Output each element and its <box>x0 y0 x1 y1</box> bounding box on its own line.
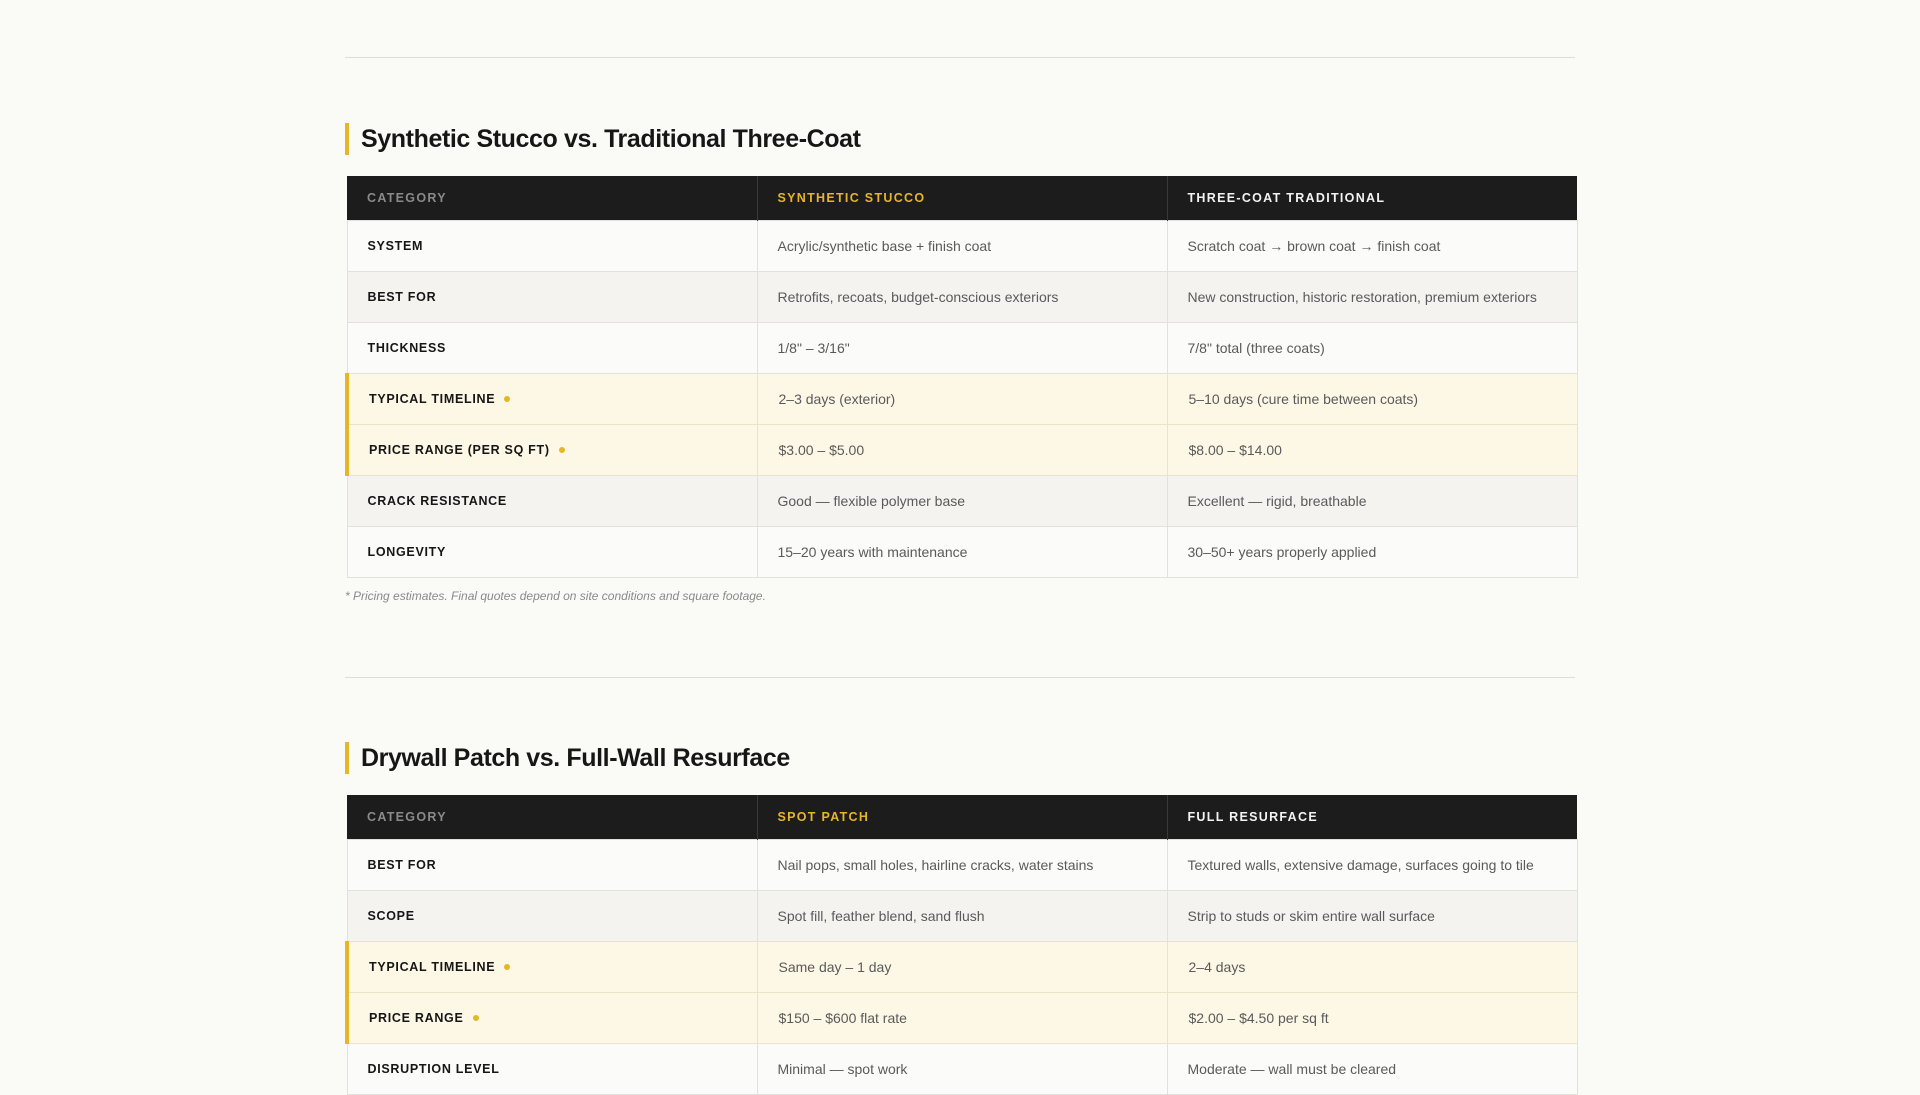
row-value-option-a: $150 – $600 flat rate <box>757 993 1167 1044</box>
row-value-option-b: Excellent — rigid, breathable <box>1167 476 1577 527</box>
table-header-row <box>347 795 1577 840</box>
table-row <box>347 942 1577 993</box>
table-row <box>347 374 1577 425</box>
comparison-table <box>345 795 1578 1095</box>
row-value-option-a: $3.00 – $5.00 <box>757 425 1167 476</box>
row-category-label: PRICE RANGE <box>369 1011 464 1025</box>
row-category <box>347 840 757 891</box>
comparison-table <box>345 176 1578 578</box>
row-category-label: PRICE RANGE (PER SQ FT) <box>369 443 550 457</box>
row-value-option-a: 2–3 days (exterior) <box>757 374 1167 425</box>
table-row <box>347 425 1577 476</box>
column-header-option-b: FULL RESURFACE <box>1167 795 1577 840</box>
row-category-label: SCOPE <box>367 909 415 923</box>
row-category <box>347 221 757 272</box>
row-category-label: TYPICAL TIMELINE <box>369 960 496 974</box>
row-category-label: CRACK RESISTANCE <box>367 494 507 508</box>
row-value-option-b: Strip to studs or skim entire wall surface <box>1167 891 1577 942</box>
row-category <box>347 374 757 425</box>
section-divider <box>345 57 1575 58</box>
row-category-label: SYSTEM <box>367 239 424 253</box>
footnote: * Pricing estimates. Final quotes depend on site conditions and square footage. <box>345 589 766 603</box>
comparison-section-stucco <box>345 123 1575 603</box>
table-header-row <box>347 176 1577 221</box>
row-category <box>347 476 757 527</box>
row-category-label: LONGEVITY <box>367 545 447 559</box>
table-row <box>347 476 1577 527</box>
section-divider <box>345 677 1575 678</box>
row-value-option-a: Good — flexible polymer base <box>757 476 1167 527</box>
table-row <box>347 221 1577 272</box>
row-value-option-a: Acrylic/synthetic base + finish coat <box>757 221 1167 272</box>
row-value-option-b: 7/8" total (three coats) <box>1167 323 1577 374</box>
column-header-option-b: THREE-COAT TRADITIONAL <box>1167 176 1577 221</box>
row-value-option-a: Retrofits, recoats, budget-conscious exteriors <box>757 272 1167 323</box>
column-header-category: CATEGORY <box>347 176 757 221</box>
row-value-option-b: Scratch coat → brown coat → finish coat <box>1167 221 1577 272</box>
row-category <box>347 323 757 374</box>
row-value-option-b: Textured walls, extensive damage, surfaces going to tile <box>1167 840 1577 891</box>
row-category <box>347 272 757 323</box>
row-value-option-b: 5–10 days (cure time between coats) <box>1167 374 1577 425</box>
row-value-option-b: New construction, historic restoration, premium exteriors <box>1167 272 1577 323</box>
table-row <box>347 527 1577 578</box>
row-value-option-b: Moderate — wall must be cleared <box>1167 1044 1577 1095</box>
table-row <box>347 993 1577 1044</box>
row-category <box>347 1044 757 1095</box>
row-value-option-b: $2.00 – $4.50 per sq ft <box>1167 993 1577 1044</box>
row-category-label: BEST FOR <box>367 290 437 304</box>
row-value-option-b: 2–4 days <box>1167 942 1577 993</box>
row-category-label: THICKNESS <box>367 341 447 355</box>
comparison-section-drywall <box>345 742 1575 1095</box>
row-category-label: BEST FOR <box>367 858 437 872</box>
table-row <box>347 1044 1577 1095</box>
section-title: Synthetic Stucco vs. Traditional Three-Coat <box>345 123 1575 155</box>
highlight-dot-icon <box>559 447 565 453</box>
row-category <box>347 993 757 1044</box>
row-value-option-a: Same day – 1 day <box>757 942 1167 993</box>
table-row <box>347 891 1577 942</box>
row-category <box>347 891 757 942</box>
row-value-option-a: Nail pops, small holes, hairline cracks, water stains <box>757 840 1167 891</box>
highlight-dot-icon <box>504 964 510 970</box>
table-row <box>347 840 1577 891</box>
row-value-option-a: 1/8" – 3/16" <box>757 323 1167 374</box>
row-value-option-b: $8.00 – $14.00 <box>1167 425 1577 476</box>
row-category-label: TYPICAL TIMELINE <box>369 392 496 406</box>
row-category <box>347 942 757 993</box>
table-row <box>347 272 1577 323</box>
row-category <box>347 527 757 578</box>
section-title: Drywall Patch vs. Full-Wall Resurface <box>345 742 1575 774</box>
column-header-category: CATEGORY <box>347 795 757 840</box>
row-category <box>347 425 757 476</box>
column-header-option-a: SPOT PATCH <box>757 795 1167 840</box>
row-category-label: DISRUPTION LEVEL <box>367 1062 500 1076</box>
table-row <box>347 323 1577 374</box>
row-value-option-b: 30–50+ years properly applied <box>1167 527 1577 578</box>
highlight-dot-icon <box>504 396 510 402</box>
column-header-option-a: SYNTHETIC STUCCO <box>757 176 1167 221</box>
highlight-dot-icon <box>473 1015 479 1021</box>
row-value-option-a: Spot fill, feather blend, sand flush <box>757 891 1167 942</box>
row-value-option-a: 15–20 years with maintenance <box>757 527 1167 578</box>
row-value-option-a: Minimal — spot work <box>757 1044 1167 1095</box>
